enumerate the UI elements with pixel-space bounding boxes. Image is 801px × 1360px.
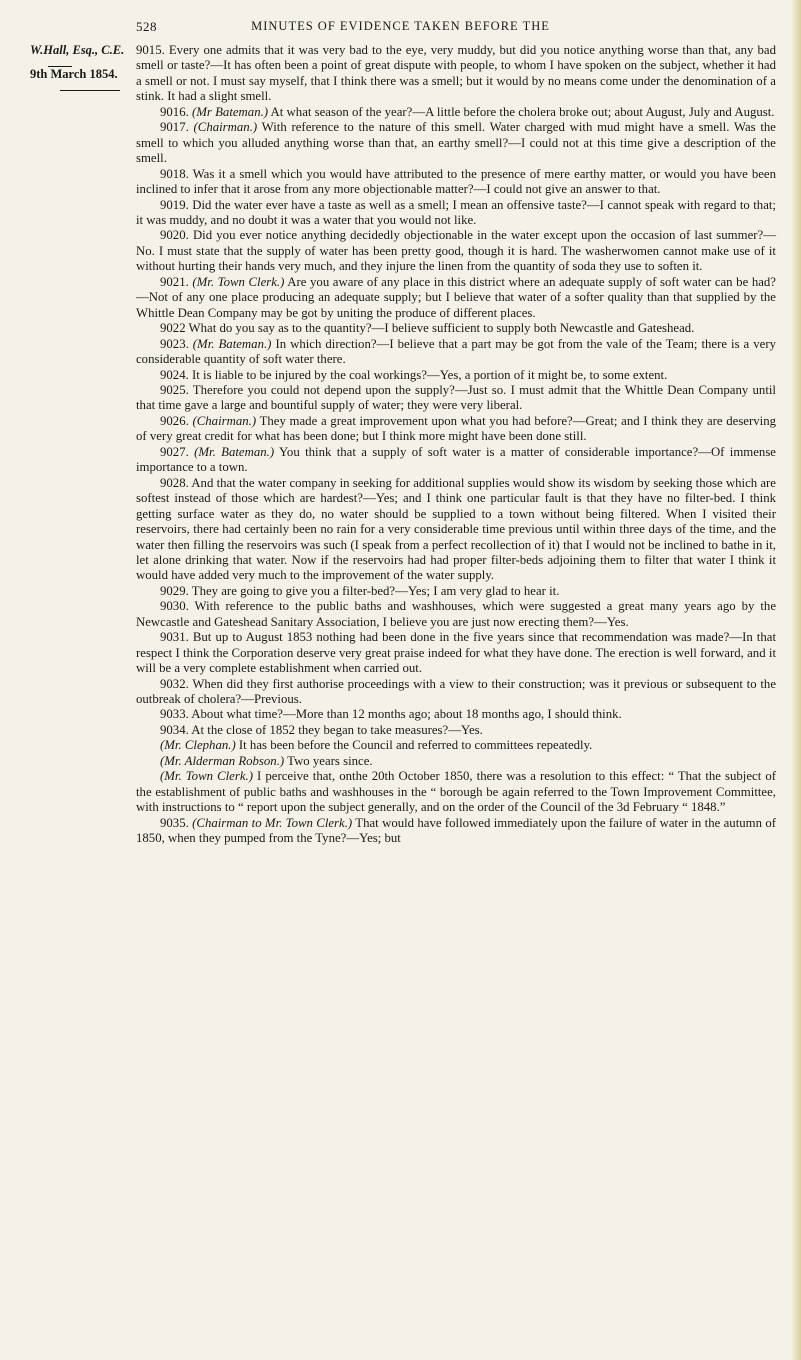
question-paragraph: (Mr. Town Clerk.) I perceive that, onthe 20th October 1850, there was a resolution to this effect: “ That the subject of the establishment of public baths and washhouses in the “ borough be again referred to the Town Improvement Committee, with instructions to “ report upon the subject generally, and on the order of the Council of the 3d February “ 1848.”: [136, 769, 777, 815]
question-paragraph: 9035. (Chairman to Mr. Town Clerk.) That would have followed immediately upon the failure of water in the autumn of 1850, when they pumped from the Tyne?—Yes; but: [136, 815, 776, 846]
question-paragraph: (Mr. Clephan.) It has been before the Council and referred to committees repeatedly.: [160, 738, 593, 753]
speaker-name: (Chairman.): [193, 120, 258, 135]
witness-name: W.Hall, Esq., C.E.: [30, 43, 125, 57]
margin-rule: [30, 59, 126, 67]
question-paragraph: 9022 What do you say as to the quantity?—I believe sufficient to supply both Newcastle and Gateshead.: [160, 321, 695, 336]
question-paragraph: 9024. It is liable to be injured by the coal workings?—Yes, a portion of it might be, to some extent.: [160, 367, 668, 382]
speaker-name: (Mr Bateman.): [192, 104, 269, 119]
speaker-name: (Mr. Alderman Robson.): [160, 753, 285, 768]
question-paragraph: 9017. (Chairman.) With reference to the nature of this smell. Water charged with mud might have a smell. Was the smell to which you alluded anything worse than that, an earthy smell?—I could not at this time give a description of the smell.: [136, 120, 776, 166]
question-paragraph: 9025. Therefore you could not depend upon the supply?—Just so. I must admit that the Whittle Dean Company until that time gave a large and bountiful supply of water; they were very liberal.: [136, 382, 776, 413]
question-paragraph: 9021. (Mr. Town Clerk.) Are you aware of any place in this district where an adequate supply of soft water can be had?—Not of any one place producing an adequate supply; but I believe that water of a softer quality than that supplied by the Whittle Dean Company may be got by uniting the produce of different places.: [136, 274, 776, 320]
question-paragraph: 9031. But up to August 1853 nothing had been done in the five years since that recommendation was made?—In that respect I think the Corporation deserve very great praise indeed for what they have done. The erection is well forward, and it will be a very complete establishment when carried out.: [136, 630, 776, 676]
speaker-name: (Mr. Bateman.): [192, 336, 272, 351]
question-paragraph: 9028. And that the water company in seeking for additional supplies would show its wisdom by seeking those which are softest instead of those which are hardest?—Yes; and I think one particular fault is that they have no filter-bed. I think getting surface water as they do, no water should be supplied to a town without being filtered. When I visited their reservoirs, there had certainly been no rain for a very considerable time previous until within three days of the time, and the water then filling the reservoirs was such (I speak from a perfect recollection of it) that I would not be inclined to bathe in it, let alone drinking that water. Now if the reservoirs had had proper filter-beds adjoining them to filter that water I think it would have added very much to the improvement of the water supply.: [136, 475, 776, 583]
hearing-date: 9th March 1854.: [30, 66, 118, 81]
question-paragraph: 9026. (Chairman.) They made a great improvement upon what you had before?—Great; and I think they are deserving of very great credit for what has been done; but I think more might have been done still.: [136, 413, 776, 444]
question-paragraph: 9020. Did you ever notice anything decidedly objectionable in the water except upon the occasion of last summer?—No. I must state that the supply of water has been pretty good, though it is hard. The washerwomen cannot make use of it without hurting their hands very much, and they injure the linen from the quantity of soda they use to soften it.: [136, 228, 776, 274]
running-title: MINUTES OF EVIDENCE TAKEN BEFORE THE: [251, 19, 550, 33]
question-paragraph: 9018. Was it a smell which you would have attributed to the presence of mere earthy matter, or would you have been inclined to infer that it arose from any more objectionable matter?—I could not give an answer to that.: [136, 166, 776, 197]
question-paragraph: 9019. Did the water ever have a taste as well as a smell; I mean an offensive taste?—I cannot speak with regard to that; it was muddy, and no doubt it was a water that you would not like.: [136, 197, 776, 227]
margin-rule: [30, 83, 126, 91]
speaker-name: (Mr. Town Clerk.): [160, 769, 253, 784]
speaker-name: (Mr. Bateman.): [194, 444, 275, 459]
question-paragraph: 9032. When did they first authorise proceedings with a view to their construction; was it previous or subsequent to the outbreak of cholera?—Previous.: [136, 676, 776, 707]
question-paragraph: 9015. Every one admits that it was very bad to the eye, very muddy, but did you notice anything worse than that, any bad smell or taste?—It has often been a point of great dispute with people, to whom I have spoken on the subject, whether it had a smell or not. I must say myself, that I think there was a smell; but it would by no means come under the denomination of a stink. It had a slight smell.: [136, 43, 776, 104]
speaker-name: (Chairman to Mr. Town Clerk.): [192, 815, 353, 830]
speaker-name: (Mr. Town Clerk.): [192, 274, 285, 289]
question-paragraph: (Mr. Alderman Robson.) Two years since.: [160, 753, 373, 768]
question-paragraph: 9033. About what time?—More than 12 months ago; about 18 months ago, I should think.: [160, 707, 622, 722]
evidence-body: [136, 43, 776, 847]
margin-note: [30, 43, 126, 91]
question-paragraph: 9034. At the close of 1852 they began to take measures?—Yes.: [160, 722, 483, 737]
question-paragraph: 9016. (Mr Bateman.) At what season of the year?—A little before the cholera broke out; about August, July and August.: [160, 104, 775, 119]
page-edge: [791, 0, 801, 1360]
page-header: [0, 14, 801, 36]
question-paragraph: 9029. They are going to give you a filter-bed?—Yes; I am very glad to hear it.: [160, 583, 560, 598]
speaker-name: (Mr. Clephan.): [160, 738, 236, 753]
question-paragraph: 9030. With reference to the public baths and washhouses, which were suggested a great many years ago by the Newcastle and Gateshead Sanitary Association, I believe you are just now erecting them?—Yes.: [136, 599, 776, 629]
question-paragraph: 9027. (Mr. Bateman.) You think that a supply of soft water is a matter of considerable importance?—Of immense importance to a town.: [136, 444, 776, 475]
speaker-name: (Chairman.): [192, 413, 257, 428]
question-paragraph: 9023. (Mr. Bateman.) In which direction?—I believe that a part may be got from the vale of the Team; there is a very considerable quantity of soft water there.: [136, 336, 776, 367]
page-number: 528: [136, 19, 157, 34]
